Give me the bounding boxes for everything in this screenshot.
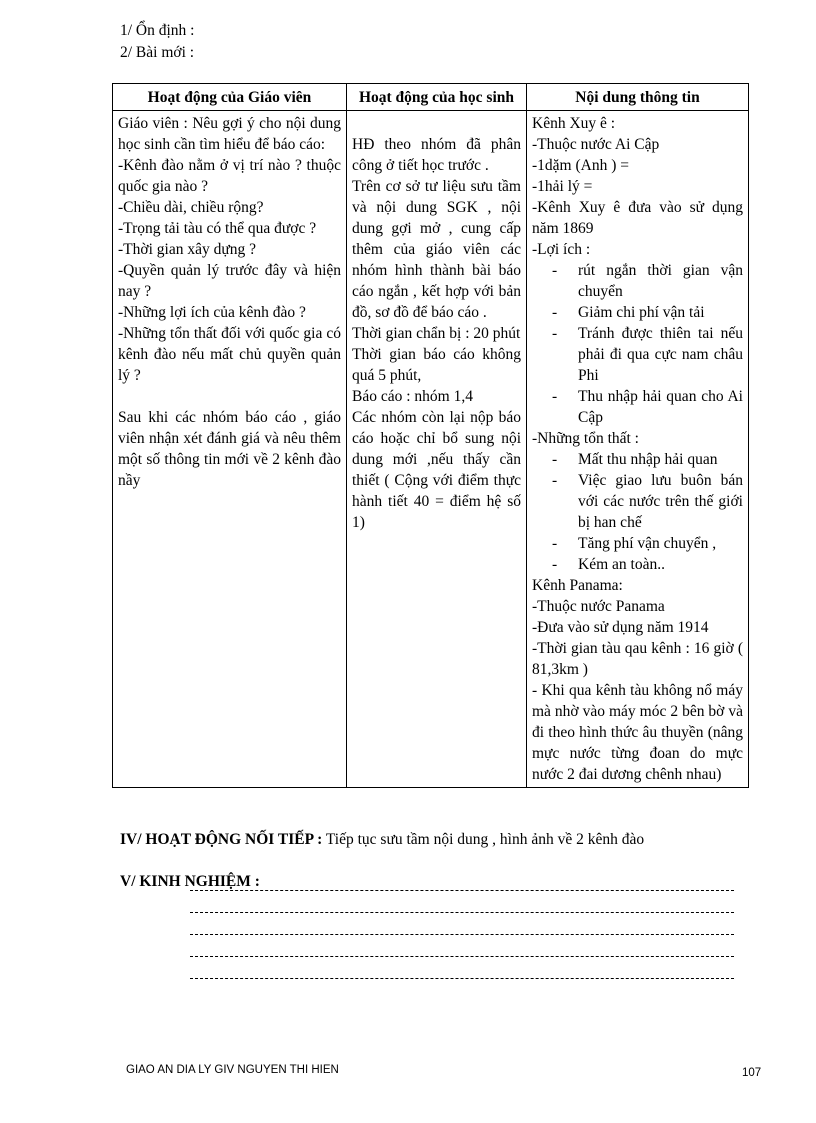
teacher-line: -Kênh đào nằm ở vị trí nào ? thuộc quốc gia nào ? [118, 157, 341, 195]
student-line: Báo cáo : nhóm 1,4 [352, 388, 473, 405]
teacher-line: Giáo viên : Nêu gợi ý cho nội dung học sinh cần tìm hiểu để báo cáo: [118, 115, 341, 153]
list-item: - Mất thu nhập hải quan [578, 449, 743, 470]
student-spacer [352, 113, 521, 134]
suez-title: Kênh Xuy ê : [532, 115, 616, 132]
losses-title: -Những tổn thất : [532, 430, 639, 447]
list-item: - Thu nhập hải quan cho Ai Cập [578, 386, 743, 428]
section-new-lesson: 2/ Bài mới : [120, 44, 195, 61]
dotted-line [190, 978, 734, 979]
student-line: HĐ theo nhóm đã phân công ở tiết học trước . [352, 136, 521, 174]
dotted-line [190, 956, 734, 957]
suez-line: -1hải lý = [532, 178, 593, 195]
dotted-line [190, 890, 734, 891]
teacher-line: Sau khi các nhóm báo cáo , giáo viên nhận xét đánh giá và nêu thêm một số thông tin mới về 2 kênh đào nầy [118, 409, 341, 489]
teacher-line: -Chiều dài, chiều rộng? [118, 199, 264, 216]
panama-line: -Đưa vào sử dụng năm 1914 [532, 619, 709, 636]
teacher-line: -Quyền quản lý trước đây và hiện nay ? [118, 262, 341, 300]
student-line: Thời gian báo cáo không quá 5 phút, [352, 346, 521, 384]
section-follow-up [120, 829, 644, 850]
teacher-line: -Những tổn thất đối với quốc gia có kênh đào nếu mất chủ quyền quản lý ? [118, 325, 341, 384]
teacher-spacer [118, 386, 341, 407]
student-line: Thời gian chẩn bị : 20 phút [352, 325, 521, 342]
benefits-title: -Lợi ích : [532, 241, 591, 258]
list-item: - Giảm chi phí vận tải [578, 302, 743, 323]
header-teacher: Hoạt động của Giáo viên [113, 84, 347, 111]
teacher-line: -Thời gian xây dựng ? [118, 241, 256, 258]
header-student: Hoạt động của học sinh [347, 84, 527, 111]
list-item: - Tăng phí vận chuyển , [578, 533, 743, 554]
lesson-table [112, 83, 749, 788]
dotted-line [190, 934, 734, 935]
student-line: Trên cơ sở tư liệu sưu tầm và nội dung SGK , nội dung gợi mở , cung cấp thêm của giáo viên các nhóm hình thành bài báo cáo ngắn , kết hợp với bản đồ, sơ đồ để báo cáo . [352, 178, 521, 321]
student-cell [347, 111, 527, 788]
losses-list [532, 449, 743, 575]
panama-line: -Thời gian tàu qau kênh : 16 giờ ( 81,3km ) [532, 640, 743, 678]
list-item: - Tránh được thiên tai nếu phải đi qua cực nam châu Phi [578, 323, 743, 386]
dotted-line [190, 912, 734, 913]
suez-line: -Kênh Xuy ê đưa vào sử dụng năm 1869 [532, 199, 743, 237]
suez-line: -1dặm (Anh ) = [532, 157, 629, 174]
list-item: - rút ngắn thời gian vận chuyển [578, 260, 743, 302]
footer-author: GIAO AN DIA LY GIV NGUYEN THI HIEN [126, 1064, 339, 1076]
panama-line: - Khi qua kênh tàu không nổ máy mà nhờ vào máy móc 2 bên bờ và đi theo hình thức âu thuyền (nâng mực nước từng đoan do mực nước 2 đai dương chênh nhau) [532, 682, 743, 783]
panama-title: Kênh Panama: [532, 577, 623, 594]
follow-up-label: IV/ HOẠT ĐỘNG NỐI TIẾP : [120, 831, 323, 848]
student-line: Các nhóm còn lại nộp báo cáo hoặc chỉ bổ sung nội dung mới ,nếu thấy cần thiết ( Cộng với điểm thực hành tiết 40 = điểm hệ số 1) [352, 409, 521, 531]
follow-up-text: Tiếp tục sưu tầm nội dung , hình ảnh về 2 kênh đào [325, 831, 645, 848]
teacher-cell [113, 111, 347, 788]
teacher-line: -Trọng tải tàu có thể qua được ? [118, 220, 317, 237]
list-item: - Việc giao lưu buôn bán với các nước trên thế giới bị han chế [578, 470, 743, 533]
table-header-row [113, 84, 749, 111]
content-cell [527, 111, 749, 788]
benefits-list [532, 260, 743, 428]
page-number: 107 [742, 1067, 762, 1079]
table-body-row [113, 111, 749, 788]
header-content: Nội dung thông tin [527, 84, 749, 111]
suez-line: -Thuộc nước Ai Cập [532, 136, 660, 153]
section-stability: 1/ Ổn định : [120, 22, 195, 39]
list-item: - Kém an toàn.. [578, 554, 743, 575]
panama-line: -Thuộc nước Panama [532, 598, 665, 615]
teacher-line: -Những lợi ích của kênh đào ? [118, 304, 306, 321]
experience-label: V/ KINH NGHIỆM : [120, 873, 260, 890]
